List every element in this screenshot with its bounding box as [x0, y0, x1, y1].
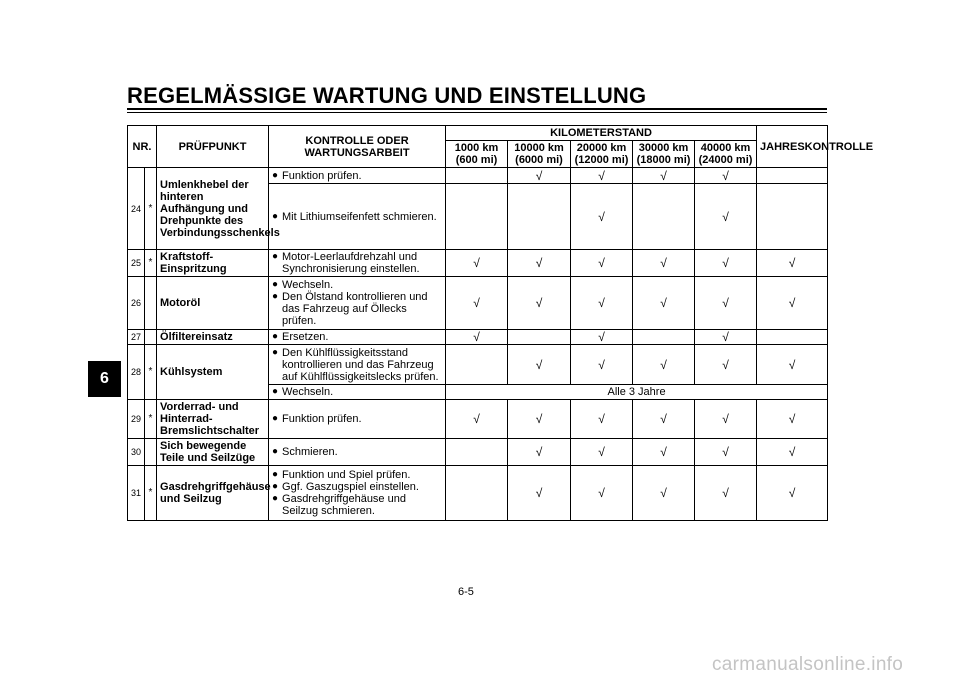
title-rule-thick [127, 108, 827, 110]
check-mark: √ [571, 400, 633, 439]
check-mark [757, 184, 828, 250]
row-tasks [269, 439, 446, 466]
watermark: carmanualsonline.info [712, 654, 904, 675]
row-number: 29 [128, 400, 145, 439]
check-mark [757, 168, 828, 184]
table-row [128, 466, 828, 521]
check-mark [508, 330, 571, 345]
check-mark [446, 184, 508, 250]
row-item: Sich bewegende Teile und Seilzüge [157, 439, 269, 466]
check-mark: √ [695, 168, 757, 184]
check-mark: √ [633, 168, 695, 184]
bullet-icon: ● [272, 446, 279, 457]
row-number: 25 [128, 250, 145, 277]
check-mark: √ [757, 250, 828, 277]
bullet-icon: ● [272, 169, 279, 181]
row-number: 30 [128, 439, 145, 466]
check-mark: √ [571, 466, 633, 521]
row-star: * [145, 250, 157, 277]
header-kilometerstand: KILOMETERSTAND [446, 126, 757, 141]
header-item: PRÜFPUNKT [157, 126, 269, 168]
task-line [272, 481, 442, 493]
bullet-icon: ● [272, 493, 279, 504]
row-item: Umlenkhebel der hinteren Aufhängung und Drehpunkte des Verbindungsschenkels [157, 168, 269, 250]
task-line [272, 291, 442, 327]
task-text: Wechseln. [282, 279, 334, 291]
check-mark: √ [508, 250, 571, 277]
check-mark [633, 184, 695, 250]
check-mark: √ [695, 439, 757, 466]
check-mark [446, 168, 508, 184]
check-mark: √ [571, 439, 633, 466]
check-mark: √ [508, 277, 571, 330]
check-mark: √ [571, 330, 633, 345]
row-number: 26 [128, 277, 145, 330]
table-row [128, 439, 828, 466]
row-number: 28 [128, 345, 145, 400]
header-annual: JAHRESKONTROLLE [757, 126, 828, 168]
table-row [128, 277, 828, 330]
task-text: Schmieren. [282, 446, 338, 458]
row-star [145, 330, 157, 345]
task-line [272, 413, 442, 425]
check-mark: √ [695, 330, 757, 345]
task-text: Den Ölstand kontrollieren und das Fahrzeug auf Öllecks prüfen. [282, 291, 428, 327]
header-km-1: 1000 km (600 mi) [446, 141, 508, 168]
task-line [272, 279, 442, 291]
task-line [272, 170, 442, 182]
row-star: * [145, 466, 157, 521]
task-text: Den Kühlflüssigkeitsstand kontrollieren und das Fahrzeug auf Kühlflüssigkeitslecks prüfen. [282, 346, 439, 383]
table-body [128, 168, 828, 521]
check-mark: √ [633, 439, 695, 466]
bullet-icon: ● [272, 251, 279, 262]
row-tasks [269, 345, 446, 385]
table-row [128, 345, 828, 385]
row-tasks [269, 400, 446, 439]
check-mark: √ [446, 400, 508, 439]
table-row [128, 250, 828, 277]
header-km-4: 30000 km (18000 mi) [633, 141, 695, 168]
check-mark [633, 330, 695, 345]
row-number: 27 [128, 330, 145, 345]
check-mark: √ [695, 250, 757, 277]
check-mark: √ [571, 250, 633, 277]
bullet-icon: ● [272, 481, 279, 492]
check-mark [757, 330, 828, 345]
row-tasks [269, 385, 446, 400]
check-mark: √ [446, 250, 508, 277]
check-mark: √ [633, 277, 695, 330]
task-text: Motor-Leerlaufdrehzahl und Synchronisierung einstellen. [282, 251, 420, 275]
task-text: Funktion prüfen. [282, 169, 362, 182]
task-text: Ggf. Gaszugspiel einstellen. [282, 481, 419, 493]
check-mark: √ [633, 345, 695, 385]
check-mark: √ [508, 168, 571, 184]
row-star: * [145, 168, 157, 250]
task-text: Ersetzen. [282, 331, 329, 343]
header-task: KONTROLLE ODER WARTUNGSARBEIT [269, 126, 446, 168]
bullet-icon: ● [272, 279, 279, 290]
task-text: Mit Lithiumseifenfett schmieren. [282, 210, 437, 223]
row-item: Kühlsystem [157, 345, 269, 400]
check-mark: √ [695, 466, 757, 521]
task-text: Funktion und Spiel prüfen. [282, 469, 411, 481]
check-mark: √ [508, 466, 571, 521]
row-item: Gasdrehgriffgehäuse und Seilzug [157, 466, 269, 521]
check-mark: √ [571, 184, 633, 250]
row-tasks [269, 277, 446, 330]
page-title: REGELMÄSSIGE WARTUNG UND EINSTELLUNG [127, 83, 647, 108]
check-mark [446, 466, 508, 521]
header-km-5: 40000 km (24000 mi) [695, 141, 757, 168]
bullet-icon: ● [272, 386, 279, 397]
bullet-icon: ● [272, 413, 279, 424]
bullet-icon: ● [272, 291, 279, 302]
row-star [145, 277, 157, 330]
task-text: Gasdrehgriffgehäuse und Seilzug schmieren. [282, 493, 406, 517]
row-number: 31 [128, 466, 145, 521]
bullet-icon: ● [272, 331, 279, 342]
bullet-icon: ● [272, 210, 279, 222]
check-mark: √ [571, 345, 633, 385]
check-mark: √ [633, 400, 695, 439]
check-mark: √ [508, 400, 571, 439]
table-row [128, 330, 828, 345]
task-line [272, 331, 442, 343]
check-mark: √ [757, 466, 828, 521]
check-mark: √ [757, 439, 828, 466]
row-tasks [269, 184, 446, 250]
row-number: 24 [128, 168, 145, 250]
check-mark: √ [446, 330, 508, 345]
task-line [272, 347, 442, 383]
check-mark [446, 345, 508, 385]
task-line [272, 493, 442, 517]
check-mark: √ [633, 466, 695, 521]
check-mark: √ [757, 277, 828, 330]
bullet-icon: ● [272, 469, 279, 480]
task-line [272, 251, 442, 275]
check-mark: √ [695, 400, 757, 439]
check-mark: √ [695, 277, 757, 330]
row-item: Kraftstoff-Einspritzung [157, 250, 269, 277]
check-mark: √ [757, 345, 828, 385]
check-mark [508, 184, 571, 250]
header-nr: NR. [128, 126, 157, 168]
table-row [128, 168, 828, 184]
page-number: 6-5 [458, 586, 474, 598]
maintenance-table [127, 125, 874, 521]
task-text: Wechseln. [282, 386, 334, 398]
chapter-tab: 6 [88, 361, 121, 397]
row-star [145, 439, 157, 466]
row-tasks [269, 466, 446, 521]
row-tasks [269, 168, 446, 184]
check-mark: √ [695, 345, 757, 385]
check-mark: √ [757, 400, 828, 439]
check-mark: √ [446, 277, 508, 330]
row-star: * [145, 400, 157, 439]
task-text: Funktion prüfen. [282, 413, 362, 425]
task-line [272, 386, 442, 398]
table-row [128, 400, 828, 439]
header-km-3: 20000 km (12000 mi) [571, 141, 633, 168]
check-mark: √ [571, 277, 633, 330]
check-mark [446, 439, 508, 466]
check-mark: √ [508, 439, 571, 466]
row-tasks [269, 330, 446, 345]
row-item: Vorderrad- und Hinterrad-Bremslichtschalter [157, 400, 269, 439]
task-line [272, 469, 442, 481]
title-rule-thin [127, 112, 827, 113]
check-mark: √ [508, 345, 571, 385]
header-km-2: 10000 km (6000 mi) [508, 141, 571, 168]
check-mark: √ [695, 184, 757, 250]
task-line [272, 446, 442, 458]
bullet-icon: ● [272, 346, 279, 358]
row-tasks [269, 250, 446, 277]
row-item: Motoröl [157, 277, 269, 330]
row-item: Ölfiltereinsatz [157, 330, 269, 345]
task-line [272, 211, 442, 223]
row-star: * [145, 345, 157, 400]
check-mark: √ [633, 250, 695, 277]
check-mark: √ [571, 168, 633, 184]
interval-text: Alle 3 Jahre [446, 385, 828, 400]
